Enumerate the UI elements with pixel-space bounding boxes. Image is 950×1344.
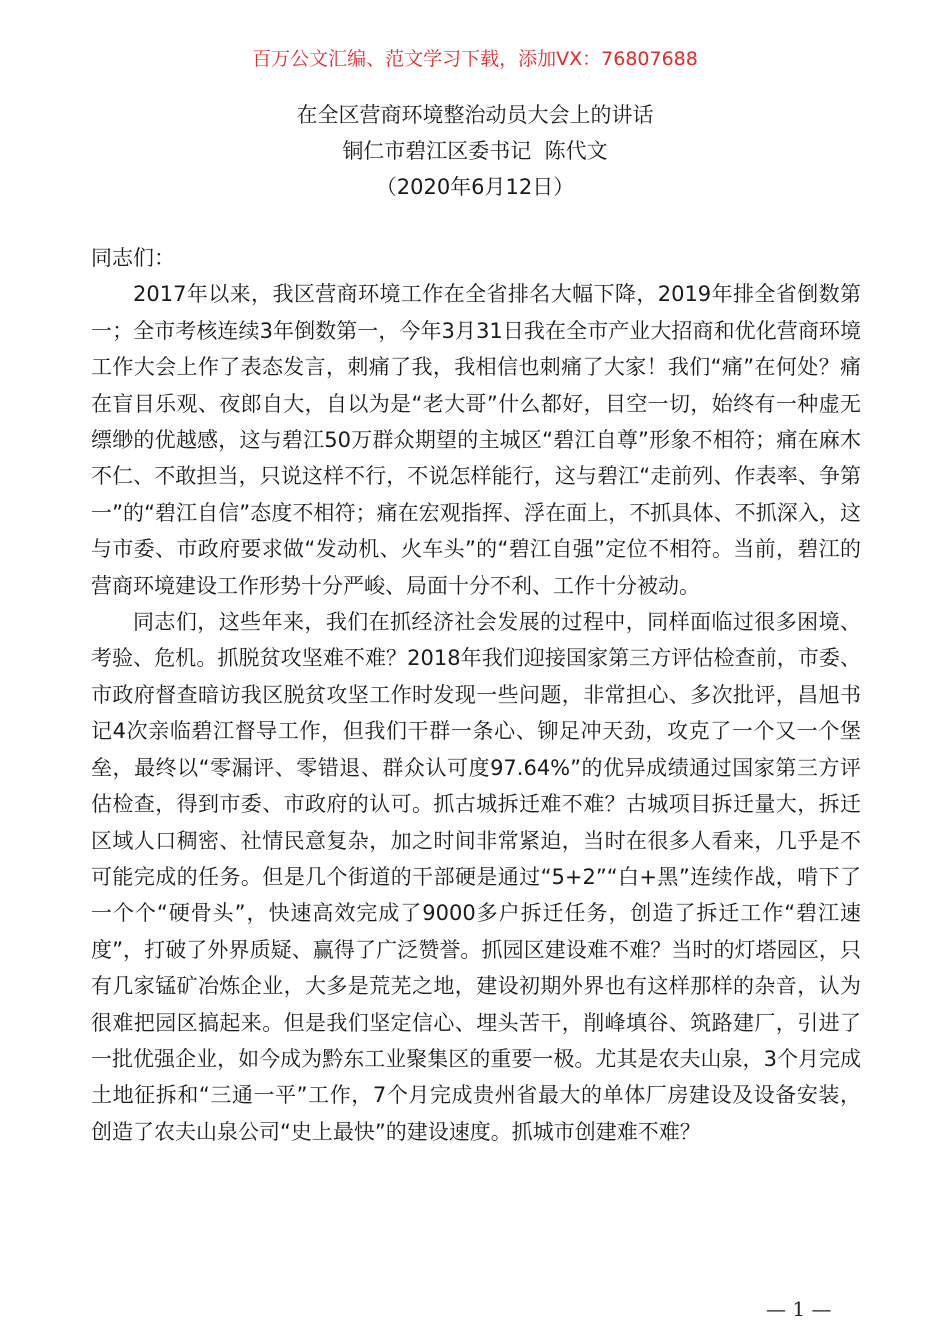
title-block <box>0 97 950 205</box>
paragraph: 2017年以来，我区营商环境工作在全省排名大幅下降，2019年排全省倒数第一；全市考核连续3年倒数第一，今年3月31日我在全市产业大招商和优化营商环境工作大会上作了表态发言，刺痛了我，我相信也刺痛了大家！我们“痛”在何处？痛在盲目乐观、夜郎自大，自以为是“老大哥”什么都好，目空一切，始终有一种虚无缥缈的优越感，这与碧江50万群众期望的主城区“碧江自尊”形象不相符；痛在麻木不仁、不敢担当，只说这样不行，不说怎样能行，这与碧江“走前列、作表率、争第一”的“碧江自信”态度不相符；痛在宏观指挥、浮在面上，不抓具体、不抓深入，这与市委、市政府要求做“发动机、火车头”的“碧江自强”定位不相符。当前，碧江的营商环境建设工作形势十分严峻、局面十分不利、工作十分被动。 <box>91 282 861 598</box>
speech-date: （2020年6月12日） <box>375 175 575 199</box>
paragraph: 同志们，这些年来，我们在抓经济社会发展的过程中，同样面临过很多困境、考验、危机。抓脱贫攻坚难不难？2018年我们迎接国家第三方评估检查前，市委、市政府督查暗访我区脱贫攻坚工作时发现一些问题，非常担心、多次批评，昌旭书记4次亲临碧江督导工作，但我们干群一条心、铆足冲天劲，攻克了一个又一个堡垒，最终以“零漏评、零错退、群众认可度97.64%”的优异成绩通过国家第三方评估检查，得到市委、市政府的认可。抓古城拆迁难不难？古城项目拆迁量大，拆迁区域人口稠密、社情民意复杂，加之时间非常紧迫，当时在很多人看来，几乎是不可能完成的任务。但是几个街道的干部硬是通过“5+2”“白+黑”连续作战，啃下了一个个“硬骨头”，快速高效完成了9000多户拆迁任务，创造了拆迁工作“碧江速度”，打破了外界质疑、赢得了广泛赞誉。抓园区建设难不难？当时的灯塔园区，只有几家锰矿冶炼企业，大多是荒芜之地，建设初期外界也有这样那样的杂音，认为很难把园区搞起来。但是我们坚定信心、埋头苦干，削峰填谷、筑路建厂，引进了一批优强企业，如今成为黔东工业聚集区的重要一极。尤其是农夫山泉，3个月完成土地征拆和“三通一平”工作，7个月完成贵州省最大的单体厂房建设及设备安装，创造了农夫山泉公司“史上最快”的建设速度。抓城市创建难不难？ <box>91 610 861 1144</box>
document-title: 在全区营商环境整治动员大会上的讲话 <box>296 103 654 127</box>
speaker-line: 铜仁市碧江区委书记 陈代文 <box>342 139 608 163</box>
salutation: 同志们： <box>91 246 175 270</box>
watermark-header: 百万公文汇编、范文学习下载，添加VX：76807688 <box>252 48 698 70</box>
page-number: — 1 — <box>766 1297 832 1321</box>
document-body <box>91 240 861 1150</box>
